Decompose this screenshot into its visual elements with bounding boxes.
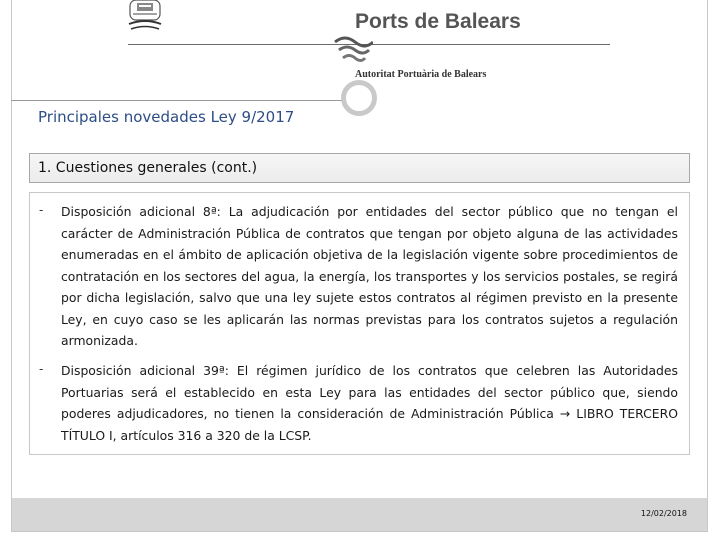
list-item-text: Disposición adicional 8ª: La adjudicación por entidades del sector público que no tengan el carácter de Administración Pública de contratos que tengan por objeto alguna de las actividades enumeradas en el ámbito de aplicación objetiva de la legislación vigente sobre procedimientos de contratación en los sectores del agua, la energía, los transportes y los servicios postales, se regirá por dicha legislación, salvo que una ley sujete estos contratos al régimen previsto en la presente Ley, en cuyo caso se les aplicarán las normas previstas para los contratos sujetos a regulación armonizada. (61, 204, 678, 348)
footer-bar (12, 498, 707, 531)
ring-decoration (341, 80, 377, 116)
footer-date: 12/02/2018 (640, 509, 687, 518)
org-name: Ports de Balears (355, 10, 521, 33)
section-header-box (29, 153, 690, 183)
header-rule-bottom (11, 100, 346, 101)
page-title: Principales novedades Ley 9/2017 (38, 108, 295, 126)
section-heading: 1. Cuestiones generales (cont.) (38, 160, 258, 176)
port-seal-logo (127, 0, 163, 34)
list-item-bullet: - (39, 203, 44, 217)
list-item-text: Disposición adicional 39ª: El régimen jurídico de los contratos que celebren las Autoridades Portuarias será el establecido en esta Ley para las entidades del sector público que, siendo poderes adjudicadores, no tienen la consideración de Administración Pública → LIBRO TERCERO TÍTULO I, artículos 316 a 320 de la LCSP. (61, 363, 678, 443)
org-subtitle: Autoritat Portuària de Balears (355, 69, 487, 80)
waves-logo-icon (333, 36, 373, 62)
list-item-bullet: - (39, 362, 44, 376)
